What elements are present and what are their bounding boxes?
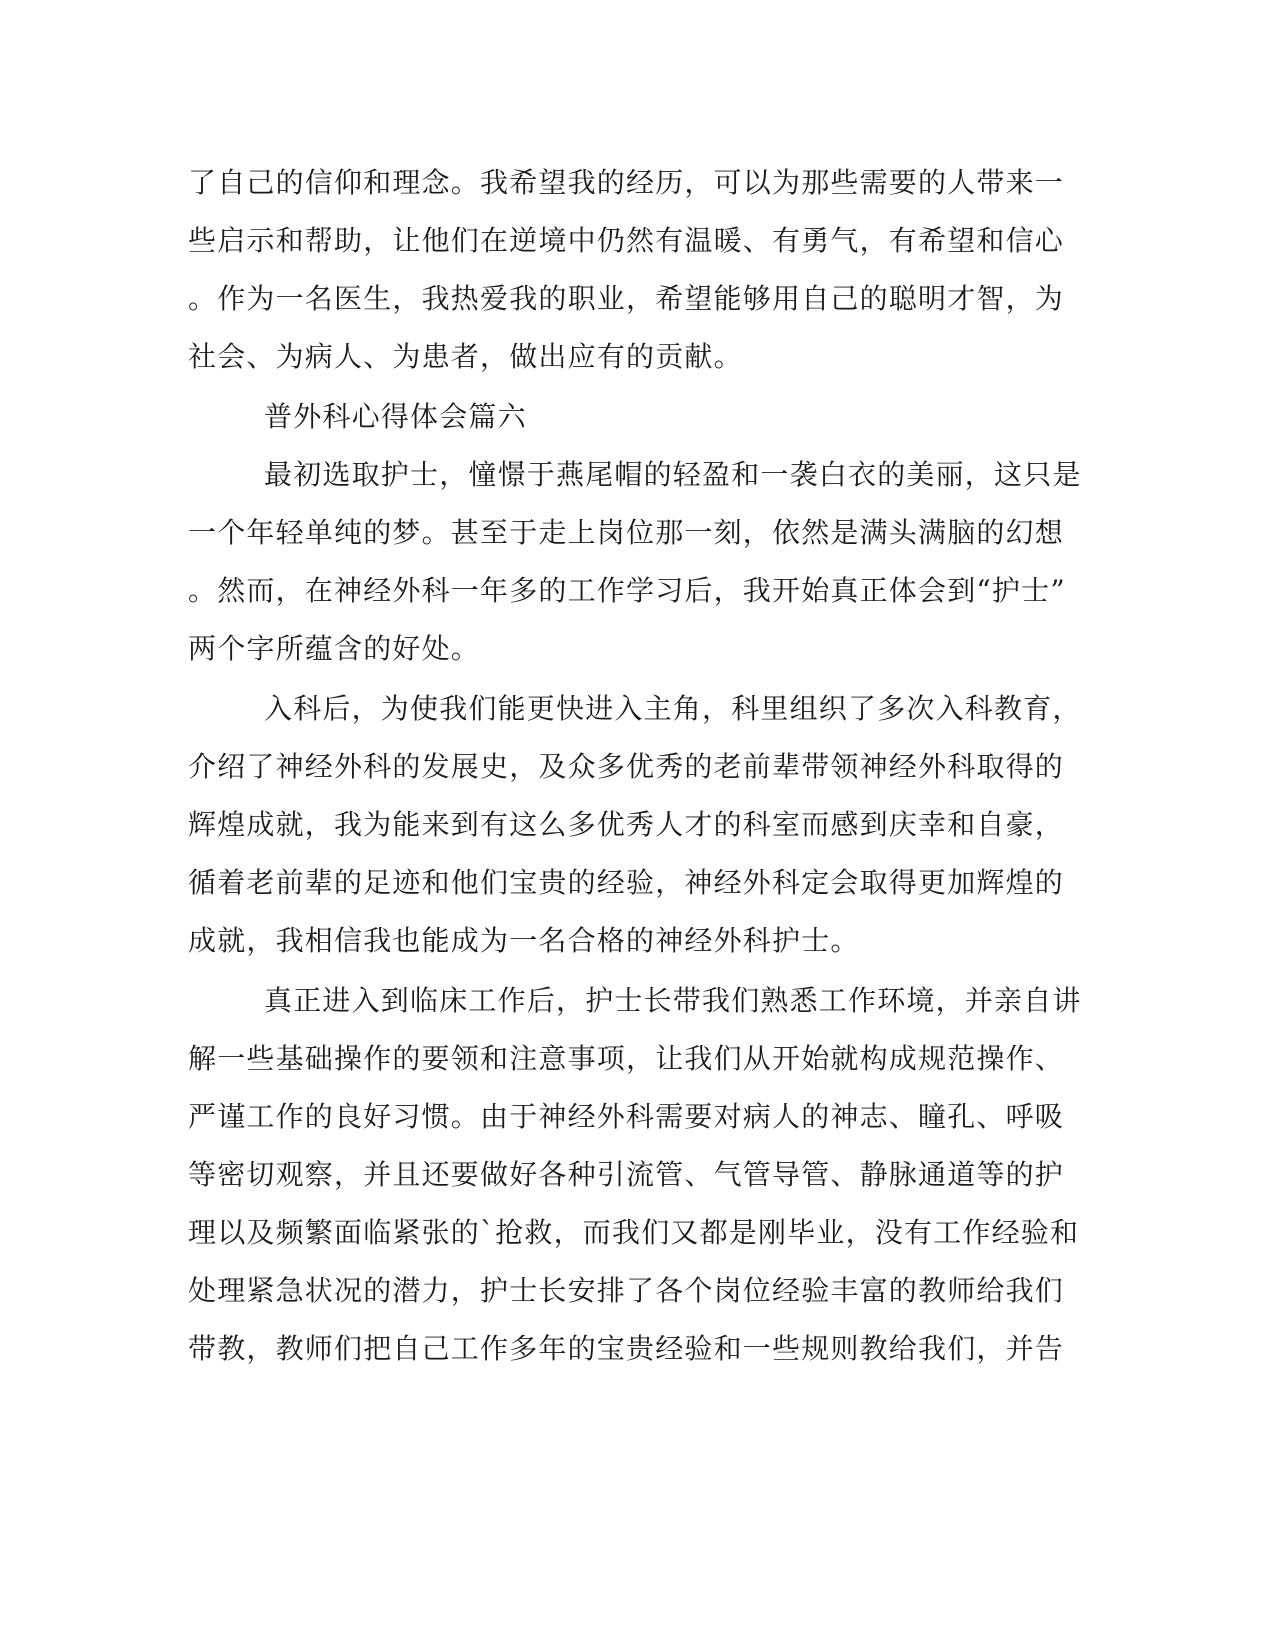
text-line: 入科后，为使我们能更快进入主角，科里组织了多次入科教育， — [264, 692, 1082, 725]
text-line: 成就，我相信我也能成为一名合格的神经外科护士。 — [188, 924, 860, 957]
text-line: 辉煌成就，我为能来到有这么多优秀人才的科室而感到庆幸和自豪， — [188, 808, 1065, 841]
text-line: 最初选取护士，憧憬于燕尾帽的轻盈和一袭白衣的美丽，这只是 — [264, 458, 1082, 491]
text-line: 带教，教师们把自己工作多年的宝贵经验和一些规则教给我们，并告 — [188, 1332, 1065, 1365]
text-line: 了自己的信仰和理念。我希望我的经历，可以为那些需要的人带来一 — [188, 166, 1065, 199]
text-line: 两个字所蕴含的好处。 — [188, 632, 481, 665]
text-line: 理以及频繁面临紧张的`抢救，而我们又都是刚毕业，没有工作经验和 — [188, 1216, 1080, 1249]
text-line: 解一些基础操作的要领和注意事项，让我们从开始就构成规范操作、 — [188, 1042, 1065, 1075]
text-line: 。然而，在神经外科一年多的工作学习后，我开始真正体会到“护士” — [188, 574, 1066, 607]
text-line: 处理紧急状况的潜力，护士长安排了各个岗位经验丰富的教师给我们 — [188, 1274, 1065, 1307]
text-line: 一个年轻单纯的梦。甚至于走上岗位那一刻，依然是满头满脑的幻想 — [188, 516, 1065, 549]
text-line: 。作为一名医生，我热爱我的职业，希望能够用自己的聪明才智，为 — [188, 282, 1065, 315]
text-line: 介绍了神经外科的发展史，及众多优秀的老前辈带领神经外科取得的 — [188, 750, 1065, 783]
text-line: 循着老前辈的足迹和他们宝贵的经验，神经外科定会取得更加辉煌的 — [188, 866, 1065, 899]
text-line: 严谨工作的良好习惯。由于神经外科需要对病人的神志、瞳孔、呼吸 — [188, 1100, 1065, 1133]
text-line: 真正进入到临床工作后，护士长带我们熟悉工作环境，并亲自讲 — [264, 984, 1082, 1017]
text-line: 些启示和帮助，让他们在逆境中仍然有温暖、有勇气，有希望和信心 — [188, 224, 1065, 257]
text-line: 社会、为病人、为患者，做出应有的贡献。 — [188, 340, 743, 373]
section-heading: 普外科心得体会篇六 — [264, 400, 527, 433]
text-line: 等密切观察，并且还要做好各种引流管、气管导管、静脉通道等的护 — [188, 1158, 1065, 1191]
